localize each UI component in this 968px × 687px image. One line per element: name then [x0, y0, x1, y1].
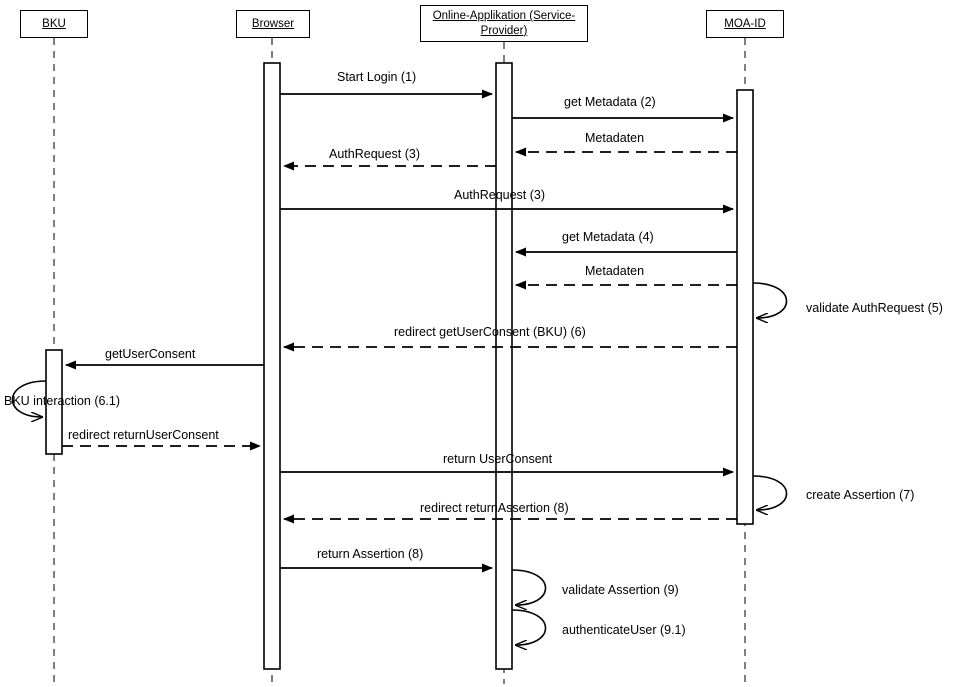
actor-box-bku[interactable]: [20, 10, 88, 38]
self-message-label-authenticateuser: authenticateUser (9.1): [562, 623, 686, 637]
message-label-authrequest-3-a: AuthRequest (3): [329, 147, 421, 161]
message-label-start-login: Start Login (1): [337, 70, 417, 84]
message-label-redirect-getuserconsent: redirect getUserConsent (BKU) (6): [394, 325, 586, 339]
self-message-label-bku-interaction: BKU interaction (6.1): [4, 394, 121, 408]
self-message-label-create-assertion: create Assertion (7): [806, 488, 915, 502]
actor-box-online-applikation[interactable]: [420, 5, 588, 42]
message-label-authrequest-3-b: AuthRequest (3): [454, 188, 546, 202]
actor-label: Browser: [251, 17, 295, 30]
self-message-label-validate-assertion: validate Assertion (9): [562, 583, 679, 597]
message-label-get-metadata-2: get Metadata (2): [564, 95, 656, 109]
self-message-label-validate-authrequest: validate AuthRequest (5): [806, 301, 943, 315]
message-label-return-userconsent: return UserConsent: [443, 452, 553, 466]
self-message-loop: [512, 610, 546, 645]
message-label-getuserconsent: getUserConsent: [105, 347, 196, 361]
actor-box-moa-id[interactable]: [706, 10, 784, 38]
self-message-loop: [512, 570, 546, 605]
actor-label: Online-Applikation (Service-Provider): [432, 10, 576, 37]
message-label-get-metadata-4: get Metadata (4): [562, 230, 654, 244]
actor-box-browser[interactable]: [236, 10, 310, 38]
message-label-redirect-returnassertion: redirect returnAssertion (8): [420, 501, 569, 515]
message-label-redirect-returnuserconsent: redirect returnUserConsent: [68, 428, 219, 442]
self-message-loop: [753, 283, 787, 318]
self-message-loop: [753, 476, 787, 510]
message-label-return-assertion: return Assertion (8): [317, 547, 424, 561]
actor-label: MOA-ID: [724, 17, 766, 30]
message-label-metadaten-1: Metadaten: [585, 131, 645, 145]
message-label-metadaten-2: Metadaten: [585, 264, 645, 278]
actor-label: BKU: [42, 17, 66, 30]
